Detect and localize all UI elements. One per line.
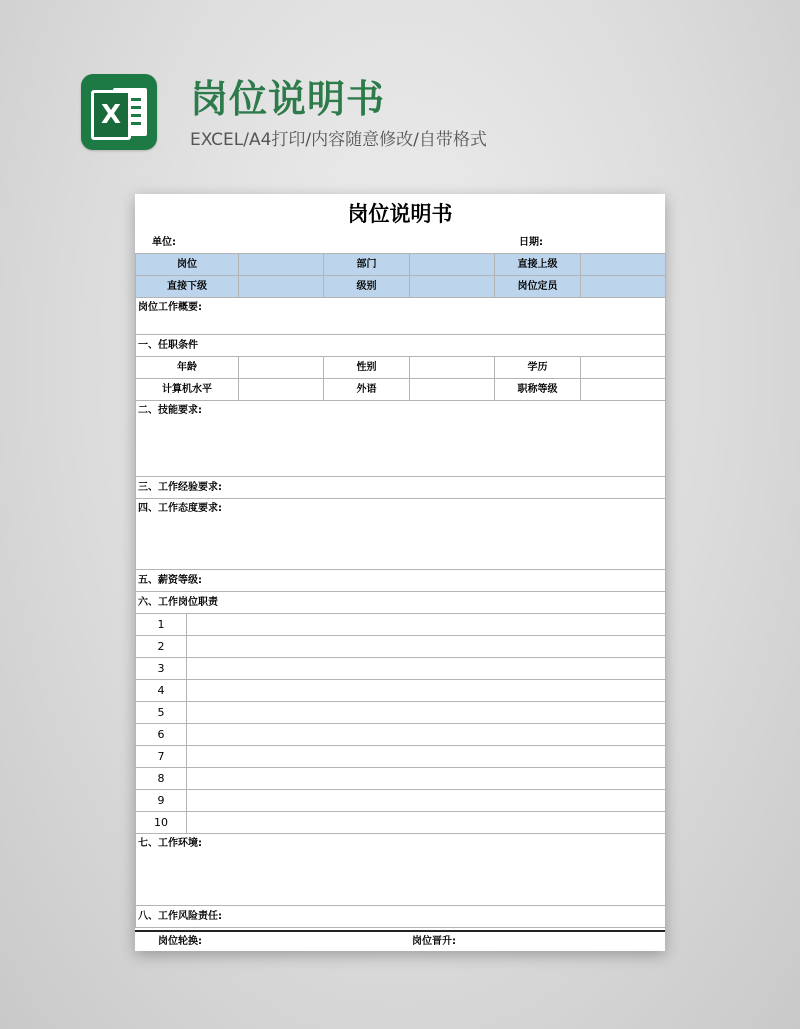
section-label: 六、工作岗位职责 — [136, 592, 666, 614]
date-label: 日期: — [519, 237, 543, 248]
req-label: 职称等级 — [495, 379, 581, 401]
duty-number: 6 — [136, 724, 187, 746]
section-label[interactable]: 二、技能要求: — [136, 401, 666, 477]
duty-row — [136, 702, 666, 724]
duty-row — [136, 680, 666, 702]
req-label: 外语 — [324, 379, 410, 401]
unit-label: 单位: — [152, 237, 176, 248]
duty-row — [136, 746, 666, 768]
info-label: 部门 — [324, 254, 410, 276]
duty-number: 3 — [136, 658, 187, 680]
salary-section — [136, 570, 666, 592]
duty-row — [136, 812, 666, 834]
section-label[interactable]: 八、工作风险责任: — [136, 906, 666, 928]
info-value-cell[interactable] — [581, 254, 666, 276]
duty-number: 2 — [136, 636, 187, 658]
info-value-cell[interactable] — [410, 254, 495, 276]
excel-letter: X — [91, 90, 131, 140]
req-value-cell[interactable] — [410, 379, 495, 401]
req-value-cell[interactable] — [239, 357, 324, 379]
excel-icon — [81, 74, 157, 150]
req-label: 性别 — [324, 357, 410, 379]
requirement-row — [136, 357, 666, 379]
duty-row — [136, 790, 666, 812]
duty-number: 10 — [136, 812, 187, 834]
duty-cell[interactable] — [187, 680, 666, 702]
req-label: 计算机水平 — [136, 379, 239, 401]
job-description-table — [135, 253, 666, 928]
duty-row — [136, 614, 666, 636]
duty-cell[interactable] — [187, 658, 666, 680]
section-label[interactable]: 七、工作环境: — [136, 834, 666, 906]
info-label: 直接下级 — [136, 276, 239, 298]
promotion-label: 岗位晋升: — [412, 936, 456, 947]
document-sheet — [135, 194, 665, 951]
req-value-cell[interactable] — [581, 379, 666, 401]
duty-cell[interactable] — [187, 724, 666, 746]
duty-cell[interactable] — [187, 768, 666, 790]
section-label[interactable]: 四、工作态度要求: — [136, 499, 666, 570]
info-value-cell[interactable] — [581, 276, 666, 298]
duty-number: 7 — [136, 746, 187, 768]
duty-number: 9 — [136, 790, 187, 812]
requirement-row — [136, 379, 666, 401]
duty-number: 8 — [136, 768, 187, 790]
duty-cell[interactable] — [187, 812, 666, 834]
info-row — [136, 276, 666, 298]
attitude-section — [136, 499, 666, 570]
page-subtitle: EXCEL/A4打印/内容随意修改/自带格式 — [190, 130, 487, 150]
info-label: 岗位定员 — [495, 276, 581, 298]
environment-section — [136, 834, 666, 906]
req-value-cell[interactable] — [239, 379, 324, 401]
summary-section — [136, 298, 666, 335]
info-label: 岗位 — [136, 254, 239, 276]
duty-cell[interactable] — [187, 746, 666, 768]
info-value-cell[interactable] — [239, 254, 324, 276]
duties-header — [136, 592, 666, 614]
section-label: 一、任职条件 — [136, 335, 666, 357]
info-label: 直接上级 — [495, 254, 581, 276]
rotation-label: 岗位轮换: — [158, 936, 202, 947]
section-row — [136, 335, 666, 357]
info-label: 级别 — [324, 276, 410, 298]
duty-number: 5 — [136, 702, 187, 724]
page-title: 岗位说明书 — [190, 77, 386, 121]
duty-row — [136, 636, 666, 658]
duty-row — [136, 658, 666, 680]
req-value-cell[interactable] — [410, 357, 495, 379]
summary-label[interactable]: 岗位工作概要: — [136, 298, 666, 335]
duty-cell[interactable] — [187, 636, 666, 658]
req-label: 学历 — [495, 357, 581, 379]
duty-cell[interactable] — [187, 790, 666, 812]
duty-number: 1 — [136, 614, 187, 636]
req-label: 年龄 — [136, 357, 239, 379]
experience-section — [136, 477, 666, 499]
req-value-cell[interactable] — [581, 357, 666, 379]
footer-row — [135, 930, 665, 953]
duty-cell[interactable] — [187, 702, 666, 724]
skills-section — [136, 401, 666, 477]
duty-number: 4 — [136, 680, 187, 702]
duty-row — [136, 724, 666, 746]
duty-row — [136, 768, 666, 790]
info-row — [136, 254, 666, 276]
section-label[interactable]: 三、工作经验要求: — [136, 477, 666, 499]
info-value-cell[interactable] — [239, 276, 324, 298]
section-label[interactable]: 五、薪资等级: — [136, 570, 666, 592]
info-value-cell[interactable] — [410, 276, 495, 298]
duty-cell[interactable] — [187, 614, 666, 636]
risk-section — [136, 906, 666, 928]
document-title: 岗位说明书 — [347, 202, 453, 226]
